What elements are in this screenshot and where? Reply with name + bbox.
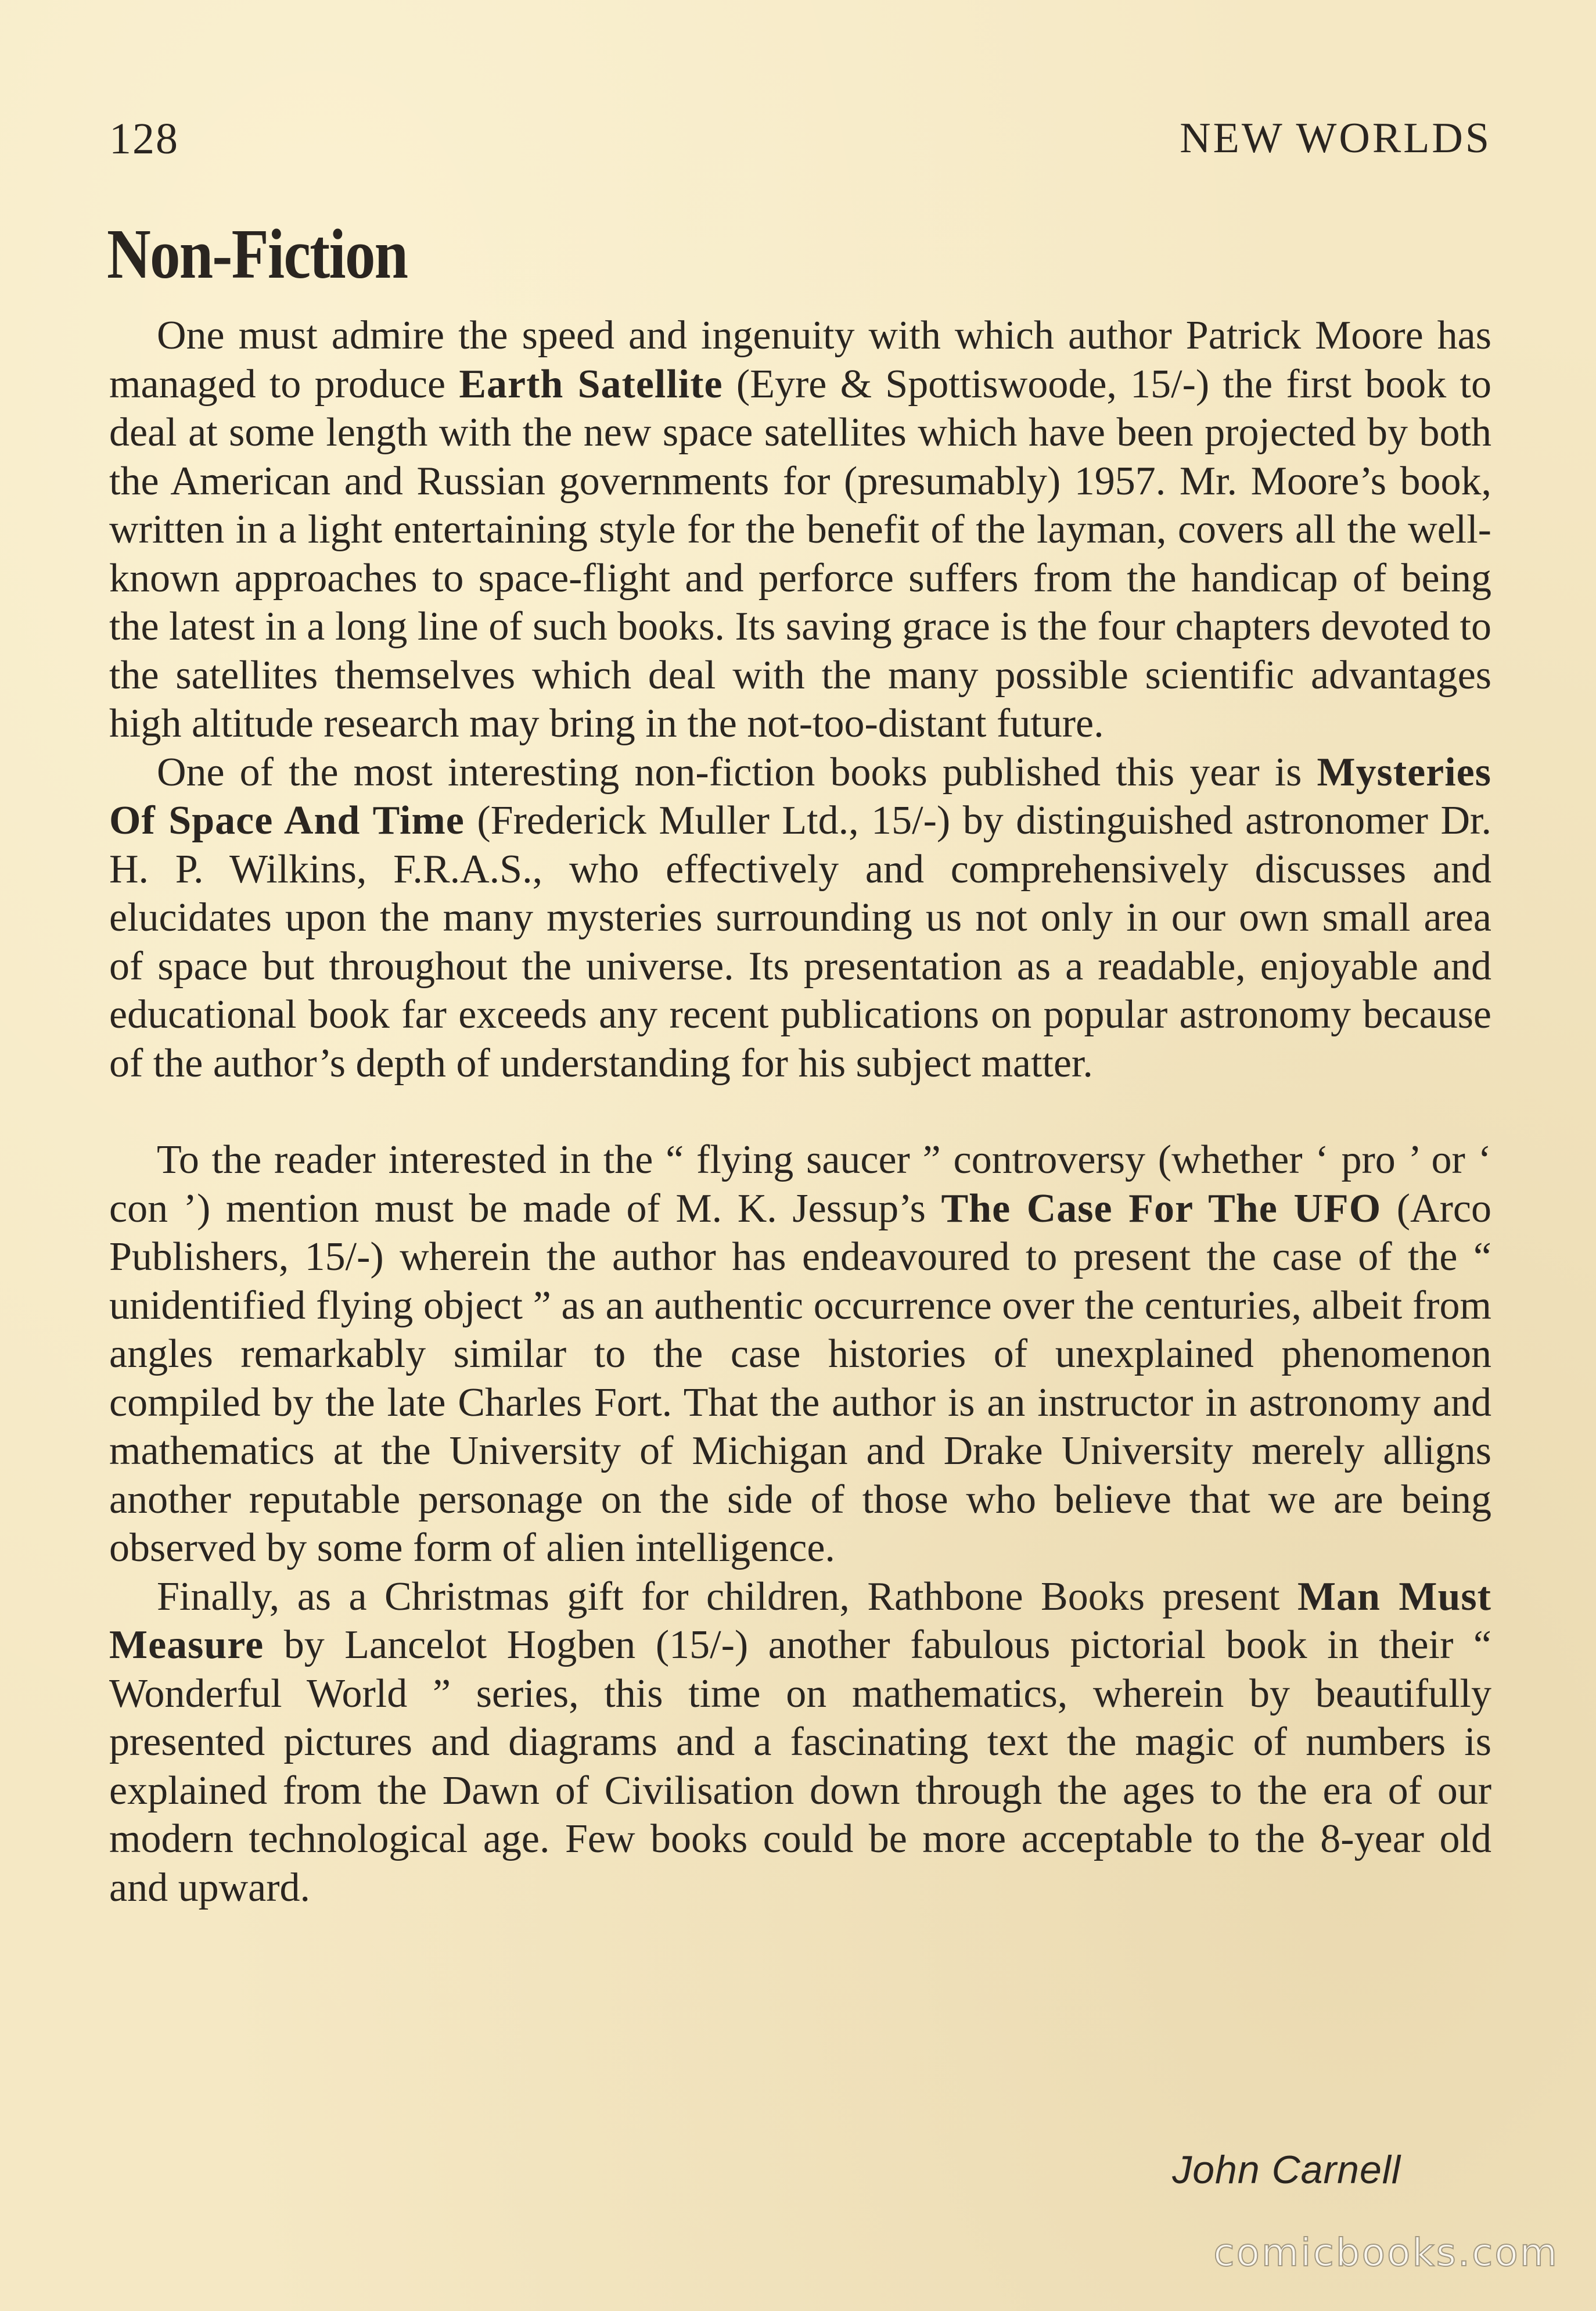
journal-title: NEW WORLDS bbox=[1180, 114, 1491, 162]
section-heading: Non-Fiction bbox=[107, 215, 408, 293]
review-paragraph-ufo bbox=[109, 1136, 1491, 1573]
paragraph-text: (Frederick Muller Ltd., 15/-) by distinguished astronomer Dr. H. P. Wilkins, F.R.A.S., who effectively and comprehensively discusses and elucidates upon the many mysteries surrounding us not only in our own small area of space but throughout the universe. Its presentation as a readable, enjoyable and educational book far exceeds any recent publications on popular astronomy because of the author’s depth of understanding for his subject matter. bbox=[109, 798, 1491, 1086]
paragraph-text: To the reader interested in the “ flying saucer ” controversy (whether ‘ pro ’ or ‘ con ’) mention must be made of M. K. Jessup’s bbox=[109, 1137, 1491, 1231]
running-head bbox=[109, 114, 1491, 166]
book-title: Man Must Measure bbox=[109, 1574, 1491, 1667]
book-title: Mysteries Of Space And Time bbox=[109, 749, 1491, 843]
book-title: The Case For The UFO bbox=[941, 1186, 1382, 1231]
paragraph-text: (Arco Publishers, 15/-) wherein the author has endeavoured to present the case of the “ unidentified flying object ” as an authentic occurrence over the centuries, albeit from angles remarkably similar to the case histories of unexplained phenomenon compiled by the late Charles Fort. That the author is an instructor in astronomy and mathematics at the University of Michigan and Drake University merely alligns another reputable personage on the side of those who believe that we are being observed by some form of alien intelligence. bbox=[109, 1186, 1491, 1570]
author-signature: John Carnell bbox=[1172, 2148, 1401, 2192]
watermark: comicbooks.com bbox=[1213, 2230, 1559, 2275]
paragraph-text: by Lancelot Hogben (15/-) another fabulous pictorial book in their “ Wonderful World ” series, this time on mathematics, wherein by beautifully presented pictures and diagrams and a fascinating text the magic of numbers is explained from the Dawn of Civilisation down through the ages to the era of our modern technological age. Few books could be more acceptable to the 8-year old and upward. bbox=[109, 1623, 1491, 1910]
page-number: 128 bbox=[109, 114, 179, 163]
review-paragraph-mysteries bbox=[109, 748, 1491, 1088]
paragraph-text: (Eyre & Spottiswoode, 15/-) the first book to deal at some length with the new space satellites which have been projected by both the American and Russian governments for (presumably) 1957. Mr. Moore’s book, written in a light entertaining style for the benefit of the layman, covers all the well-known approaches to space-flight and perforce suffers from the handicap of being the latest in a long line of such books. Its saving grace is the four chapters devoted to the satellites themselves which deal with the many possible scientific advantages high altitude research may bring in the not-too-distant future. bbox=[109, 361, 1491, 746]
paragraph-text: One must admire the speed and ingenuity with which author Patrick Moore has managed to produce bbox=[109, 313, 1491, 407]
book-title: Earth Satellite bbox=[459, 361, 723, 407]
review-paragraph-earth-satellite bbox=[109, 311, 1491, 748]
review-paragraph-man-must-measure bbox=[109, 1573, 1491, 1912]
paragraph-text: Finally, as a Christmas gift for children, Rathbone Books present bbox=[157, 1574, 1297, 1619]
review-column bbox=[109, 311, 1491, 1912]
paragraph-text: One of the most interesting non-fiction books published this year is bbox=[157, 749, 1317, 795]
